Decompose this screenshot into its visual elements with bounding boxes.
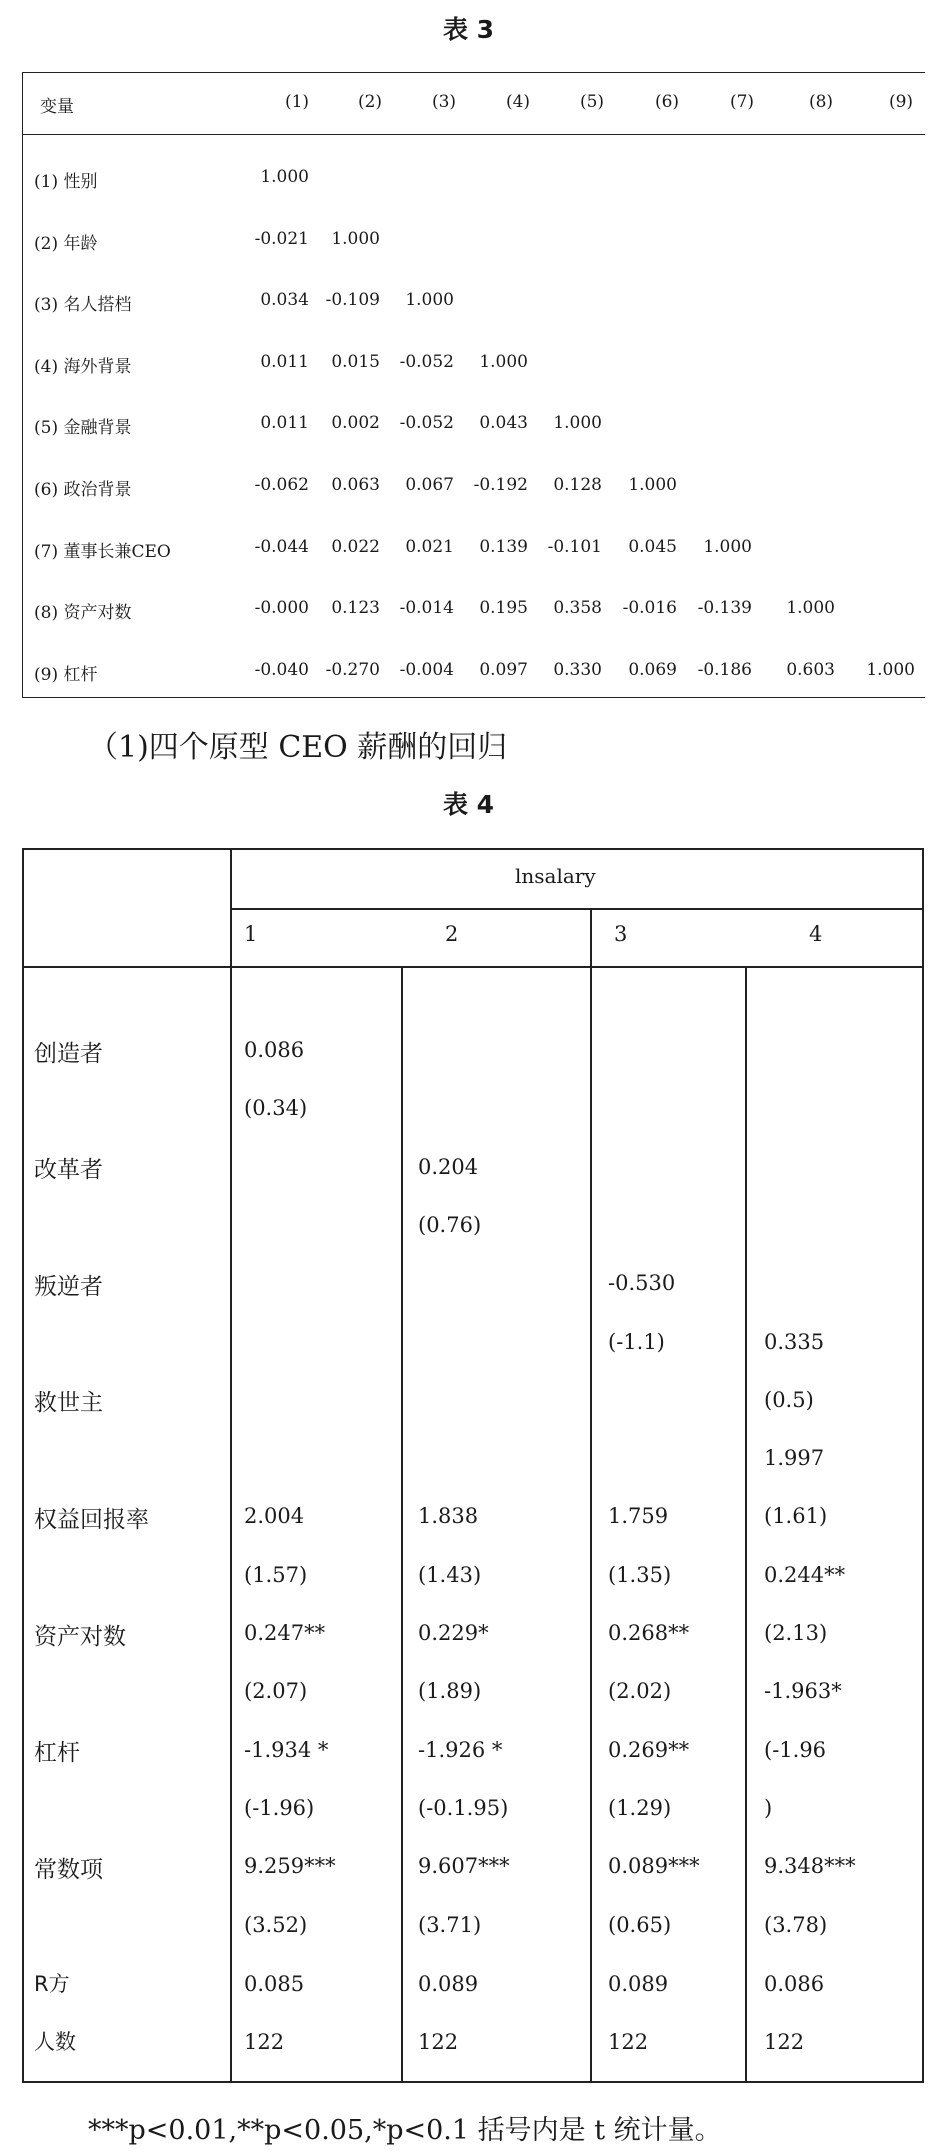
table4-header-rule — [22, 966, 924, 968]
table4-cell: (2.07) — [244, 1679, 308, 1704]
table4-cell: (0.76) — [418, 1212, 482, 1237]
table3-cell: 0.195 — [479, 598, 528, 619]
table3-col-header-7: (7) — [729, 92, 755, 112]
table4-cell: (1.61) — [764, 1504, 828, 1529]
table4-row-label: 常数项 — [34, 1857, 103, 1883]
table3-cell: -0.186 — [697, 659, 752, 680]
table4-cell: 122 — [244, 2030, 285, 2054]
table3-cell: 0.021 — [405, 536, 454, 557]
table4-col-header-3: 3 — [614, 922, 628, 946]
table3-cell: 0.022 — [331, 536, 380, 557]
table3-row-label: (2) 年龄 — [34, 233, 98, 254]
table4-cell: 0.335 — [764, 1329, 825, 1354]
table3-cell: 0.043 — [479, 413, 528, 434]
table4 — [22, 848, 924, 2083]
table3-row-label: (1) 性别 — [34, 172, 98, 192]
table4-cell: 122 — [418, 2030, 459, 2054]
table3-cell: 0.063 — [331, 475, 380, 495]
table4-cell: (3.78) — [764, 1912, 828, 1937]
table3-cell: 0.011 — [260, 413, 309, 434]
table3-cell: -0.052 — [399, 413, 454, 434]
table3 — [22, 72, 925, 697]
table4-cell: ) — [764, 1795, 773, 1820]
table3-col-header-6: (6) — [654, 92, 680, 112]
table3-var-header: 变量 — [40, 97, 74, 117]
table4-cell: 1.838 — [418, 1504, 479, 1529]
table3-cell: -0.014 — [399, 598, 454, 619]
table3-cell: 1.000 — [703, 536, 752, 557]
table4-cell: 0.204 — [418, 1154, 479, 1179]
table4-row-label: 资产对数 — [34, 1624, 126, 1650]
table4-cell: (-1.96 — [764, 1737, 827, 1762]
table3-top-rule — [22, 72, 925, 73]
table3-cell: 1.000 — [553, 413, 602, 434]
table3-col-header-4: (4) — [505, 92, 531, 112]
table4-col-divider-1-2 — [401, 966, 403, 2083]
table3-cell: -0.052 — [399, 351, 454, 372]
table3-cell: 0.123 — [331, 598, 380, 619]
table3-row-label: (4) 海外背景 — [34, 356, 132, 377]
table4-cell: (0.34) — [244, 1096, 308, 1121]
table3-col-header-1: (1) — [284, 92, 310, 112]
table3-cell: 0.139 — [479, 536, 528, 557]
table4-row-label: 改革者 — [34, 1157, 103, 1183]
table4-row-label: R方 — [34, 1972, 70, 1996]
table4-cell: 0.086 — [244, 1038, 305, 1062]
table4-cell: (2.13) — [764, 1621, 828, 1645]
table4-cell: 0.089 — [418, 1972, 479, 1996]
table3-col-header-8: (8) — [808, 92, 834, 112]
table4-cell: (1.35) — [608, 1562, 672, 1587]
table4-cell: 0.085 — [244, 1972, 305, 1996]
table4-cell: 0.089 — [608, 1972, 669, 1996]
table3-cell: 1.000 — [786, 598, 835, 619]
table4-row-label: 救世主 — [34, 1390, 103, 1416]
table4-right-border — [922, 848, 924, 2083]
table3-left-border — [22, 72, 23, 697]
section-heading: （1)四个原型 CEO 薪酬的回归 — [88, 730, 508, 765]
table4-cell: 0.089*** — [608, 1854, 700, 1879]
table3-row-label: (9) 杠杆 — [34, 664, 98, 685]
table4-cell: 1.997 — [764, 1446, 825, 1471]
table3-col-header-3: (3) — [431, 92, 457, 112]
table4-cell: 9.348*** — [764, 1854, 856, 1879]
table4-row-label: 杠杆 — [34, 1740, 80, 1766]
table3-cell: 0.045 — [628, 536, 677, 557]
table4-cell: (3.71) — [418, 1912, 482, 1937]
table4-cell: 0.086 — [764, 1972, 825, 1996]
table4-bottom-border — [22, 2081, 924, 2083]
table4-dep-var: lnsalary — [515, 864, 596, 888]
table3-cell: -0.192 — [473, 475, 528, 495]
table3-cell: 0.358 — [553, 598, 602, 619]
table3-caption: 表 3 — [442, 15, 495, 44]
table4-cell: (0.65) — [608, 1912, 672, 1937]
table4-cell: -0.530 — [608, 1271, 676, 1296]
table4-cell: -1.963* — [764, 1679, 842, 1704]
table3-header-rule — [22, 134, 925, 135]
table4-depvar-rule — [230, 908, 924, 910]
table3-cell: -0.044 — [254, 536, 309, 557]
table4-cell: 1.759 — [608, 1504, 669, 1529]
table3-cell: -0.139 — [697, 598, 752, 619]
table3-row-label: (6) 政治背景 — [34, 480, 132, 500]
table3-cell: 0.015 — [331, 351, 380, 372]
table3-cell: -0.270 — [325, 659, 380, 680]
table4-cell: (2.02) — [608, 1679, 672, 1704]
table3-cell: 0.097 — [479, 659, 528, 680]
table3-cell: 0.330 — [553, 659, 602, 680]
table4-col-header-2: 2 — [445, 922, 459, 946]
table3-cell: 0.002 — [331, 413, 380, 434]
table4-cell: (1.89) — [418, 1679, 482, 1704]
table4-cell: (-1.96) — [244, 1795, 315, 1820]
table3-cell: 0.069 — [628, 659, 677, 680]
table3-cell: 1.000 — [405, 290, 454, 311]
table4-col-divider-2-3 — [590, 908, 592, 2083]
table4-cell: 0.268** — [608, 1621, 690, 1645]
table3-row-label: (3) 名人搭档 — [34, 295, 132, 316]
table3-col-header-9: (9) — [888, 92, 914, 112]
table4-cell: (-1.1) — [608, 1329, 665, 1354]
table3-cell: 1.000 — [479, 351, 528, 372]
table4-top-border — [22, 848, 924, 850]
table3-col-header-2: (2) — [357, 92, 383, 112]
table3-cell: 1.000 — [628, 475, 677, 495]
table4-cell: (1.57) — [244, 1562, 308, 1587]
table3-cell: -0.021 — [254, 228, 309, 249]
table3-cell: 1.000 — [331, 228, 380, 249]
table4-cell: (1.43) — [418, 1562, 482, 1587]
table4-cell: (1.29) — [608, 1795, 672, 1820]
table4-cell: 9.259*** — [244, 1854, 336, 1879]
table4-row-label: 创造者 — [34, 1041, 103, 1067]
table3-row-label: (8) 资产对数 — [34, 603, 132, 624]
table4-cell: 0.247** — [244, 1621, 326, 1645]
table3-col-header-5: (5) — [579, 92, 605, 112]
table4-row-label: 叛逆者 — [34, 1274, 103, 1300]
table3-cell: 0.603 — [786, 659, 835, 680]
table4-cell: (-0.1.95) — [418, 1795, 509, 1820]
table4-row-label: 人数 — [34, 2030, 76, 2054]
table3-cell: -0.040 — [254, 659, 309, 680]
table4-cell: -1.934 * — [244, 1737, 329, 1762]
table4-cell: 0.269** — [608, 1737, 690, 1762]
table4-cell: 0.229* — [418, 1621, 489, 1645]
table3-cell: -0.101 — [547, 536, 602, 557]
table3-cell: 1.000 — [866, 659, 915, 680]
table4-label-divider — [230, 848, 232, 2083]
table4-left-border — [22, 848, 24, 2083]
table3-cell: -0.000 — [254, 598, 309, 619]
table3-cell: -0.062 — [254, 475, 309, 495]
table3-cell: 0.034 — [260, 290, 309, 311]
table3-cell: -0.004 — [399, 659, 454, 680]
table3-row-label: (7) 董事长兼CEO — [34, 541, 171, 562]
table4-col-header-4: 4 — [809, 922, 823, 946]
table4-cell: 122 — [608, 2030, 649, 2054]
table4-cell: -1.926 * — [418, 1737, 503, 1762]
table3-cell: 0.067 — [405, 475, 454, 495]
table3-cell: -0.016 — [622, 598, 677, 619]
table3-cell: 0.011 — [260, 351, 309, 372]
table4-cell: 9.607*** — [418, 1854, 510, 1879]
table4-caption: 表 4 — [442, 790, 495, 819]
table4-cell: 2.004 — [244, 1504, 305, 1529]
table3-cell: 1.000 — [260, 167, 309, 187]
table4-cell: 122 — [764, 2030, 805, 2054]
table4-col-divider-3-4 — [745, 966, 747, 2083]
table3-cell: 0.128 — [553, 475, 602, 495]
table4-footnote: ***p<0.01,**p<0.05,*p<0.1 括号内是 t 统计量。 — [88, 2115, 722, 2146]
table4-row-label: 权益回报率 — [34, 1507, 149, 1533]
table3-cell: -0.109 — [325, 290, 380, 311]
table4-cell: 0.244** — [764, 1562, 846, 1587]
table3-row-label: (5) 金融背景 — [34, 418, 132, 439]
table4-cell: (0.5) — [764, 1387, 814, 1412]
table3-bottom-rule — [22, 697, 925, 698]
table4-cell: (3.52) — [244, 1912, 308, 1937]
table4-col-header-1: 1 — [244, 922, 258, 946]
